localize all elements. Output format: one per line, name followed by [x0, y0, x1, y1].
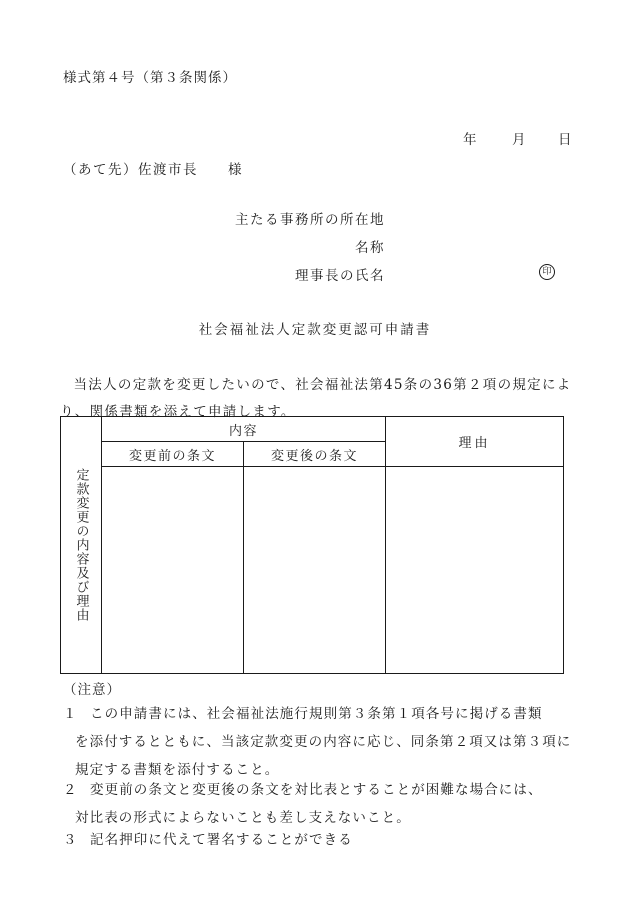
notes-title: （注意）	[63, 682, 121, 698]
note-text: 記名押印に代えて署名することができる	[90, 832, 353, 848]
form-number: 様式第４号（第３条関係）	[63, 70, 237, 86]
content-header: 内容	[102, 417, 386, 442]
reason-cell	[386, 467, 564, 674]
reason-header: 理由	[386, 417, 564, 467]
date-month-label: 月	[512, 132, 526, 148]
date-year-label: 年	[463, 132, 477, 148]
after-article-cell	[244, 467, 386, 674]
office-address-label: 主たる事務所の所在地	[235, 212, 385, 228]
date-day-label: 日	[558, 132, 572, 148]
note-text: この申請書には、社会福祉法施行規則第３条第１項各号に掲げる書類	[90, 706, 543, 722]
after-article-header: 変更後の条文	[244, 442, 386, 467]
note-text-continued: 対比表の形式によらないことも差し支えないこと。	[75, 810, 411, 826]
note-number: ３	[63, 832, 78, 848]
note-text: 変更前の条文と変更後の条文を対比表とすることが困難な場合には、	[90, 782, 543, 798]
note-item	[60, 776, 580, 832]
director-name-label: 理事長の氏名	[295, 268, 385, 284]
note-number: １	[63, 706, 78, 722]
seal-mark: 印	[539, 264, 555, 280]
note-item	[60, 700, 580, 784]
application-body-text: 当法人の定款を変更したいので、社会福祉法第45条の36第２項の規定により、関係書類を添えて申請します。	[60, 377, 572, 420]
amendment-table	[60, 416, 564, 674]
note-number: ２	[63, 782, 78, 798]
note-item	[60, 826, 580, 854]
before-article-header: 変更前の条文	[102, 442, 244, 467]
document-title: 社会福祉法人定款変更認可申請書	[198, 322, 432, 338]
addressee: （あて先）佐渡市長 様	[63, 162, 243, 178]
row-label-amendment: 定款変更の内容及び理由	[61, 417, 102, 674]
note-text-continued: を添付するとともに、当該定款変更の内容に応じ、同条第２項又は第３項に規定する書類を添付すること。	[75, 734, 572, 778]
corporation-name-label: 名称	[355, 240, 385, 256]
before-article-cell	[102, 467, 244, 674]
